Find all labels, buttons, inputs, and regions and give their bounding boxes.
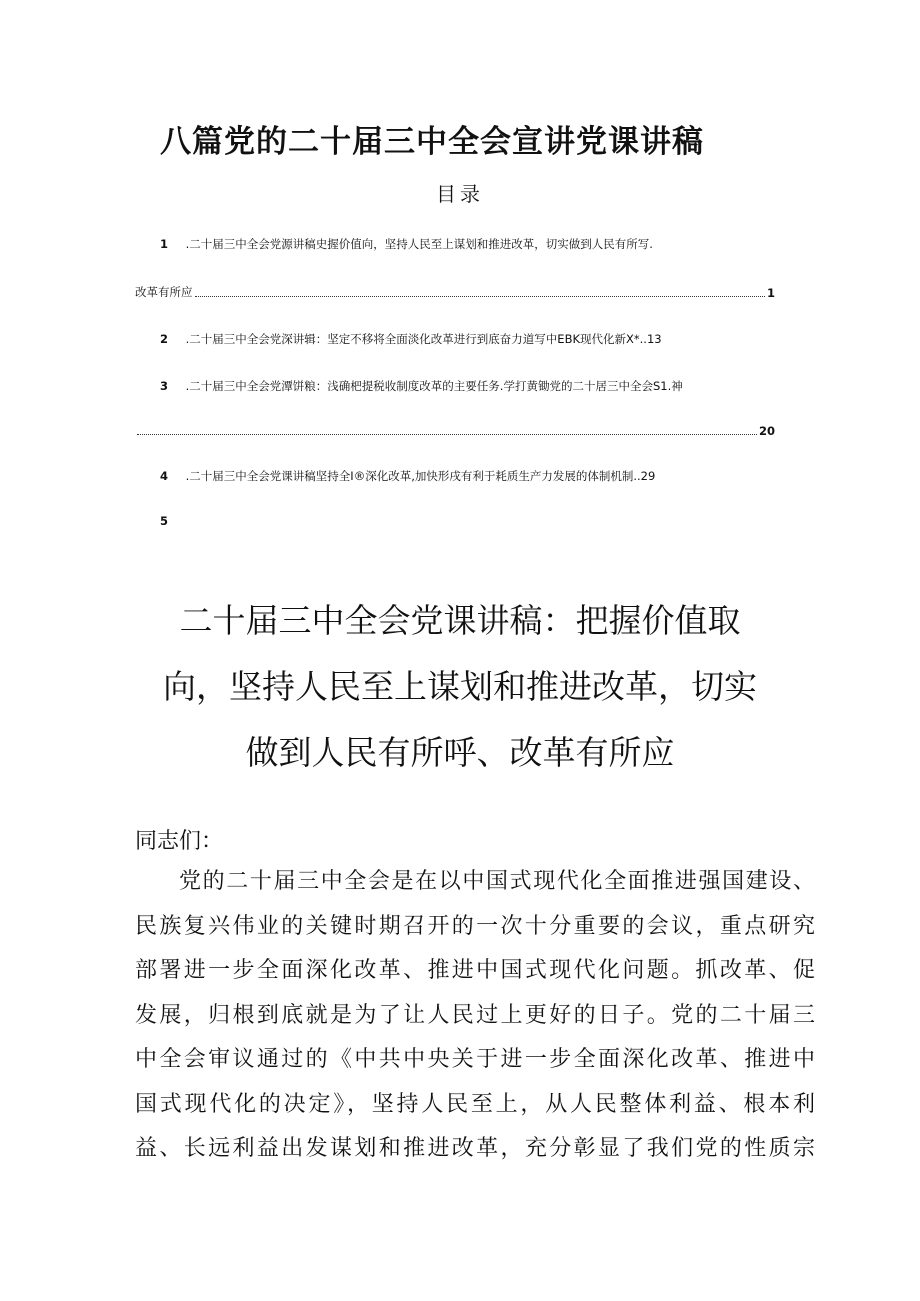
- body-line: 民族复兴伟业的关键时期召开的一次十分重要的会议，重点研究: [135, 913, 815, 939]
- toc-entry-text: .二十届三中全会党深讲辑：坚定不移将全面淡化改革进行到底奋力道写中EBK现代化新X*..13: [185, 332, 662, 346]
- section-title-line: 二十届三中全会党课讲稿：把握价值取: [179, 601, 741, 640]
- body-line: 益、长远利益出发谋划和推进改革，充分彰显了我们党的性质宗: [135, 1136, 815, 1161]
- toc-entry-number: 1: [160, 237, 169, 251]
- toc-heading: 目录: [436, 182, 484, 206]
- toc-entry-number: 3: [160, 379, 169, 393]
- toc-page-number: 20: [758, 424, 775, 438]
- toc-entry-number: 4: [160, 469, 169, 483]
- document-title: 八篇党的二十届三中全会宣讲党课讲稿: [160, 124, 704, 160]
- toc-entry-text: .二十届三中全会党源讲稿史握价值向，坚持人民至上谋划和推进改革，切实做到人民有所写.: [185, 237, 653, 251]
- toc-entry-text: .二十届三中全会党课讲稿坚持全I®深化改革,加快形戌有利于耗质生产力发展的体制机制..29: [185, 469, 656, 483]
- section-title-line: 做到人民有所呼、改革有所应: [245, 733, 675, 772]
- toc-entry-2[interactable]: [135, 331, 775, 347]
- toc-entry-number: 5: [160, 514, 169, 528]
- toc-entry-number: 2: [160, 332, 169, 346]
- section-title-line: 向，坚持人民至上谋划和推进改革，切实: [163, 667, 757, 706]
- body-line: 部署进一步全面深化改革、推进中国式现代化问题。抓改革、促: [135, 958, 815, 983]
- body-line: 发展，归根到底就是为了让人民过上更好的日子。党的二十届三: [135, 1002, 815, 1028]
- toc-entry-text: 改革有所应: [135, 285, 193, 299]
- section-title: [0, 588, 920, 786]
- salutation: 同志们：: [135, 829, 224, 854]
- toc-entry-3-continuation[interactable]: [135, 422, 775, 438]
- body-line: 国式现代化的决定》，坚持人民至上，从人民整体利益、根本利: [135, 1091, 815, 1117]
- body-paragraph: [135, 860, 815, 1172]
- body-line: 党的二十届三中全会是在以中国式现代化全面推进强国建设、: [179, 869, 815, 894]
- body-line: 中全会审议通过的《中共中央关于进一步全面深化改革、推进中: [135, 1047, 815, 1072]
- toc-entry-5[interactable]: [135, 514, 775, 528]
- toc-leader-dots: [137, 434, 757, 435]
- toc-entry-3[interactable]: [135, 378, 775, 394]
- toc-entry-text: .二十届三中全会党潭饼粮：浅确杷提税收制度改革的主要任务.学打黄锄党的二十居三中全会S1.神: [185, 379, 683, 393]
- toc-entry-1-continuation[interactable]: [135, 284, 775, 300]
- toc-page-number: 1: [766, 286, 775, 300]
- toc-entry-4[interactable]: [135, 468, 775, 484]
- toc-entry-1[interactable]: [135, 236, 775, 252]
- toc-leader-dots: [195, 296, 765, 297]
